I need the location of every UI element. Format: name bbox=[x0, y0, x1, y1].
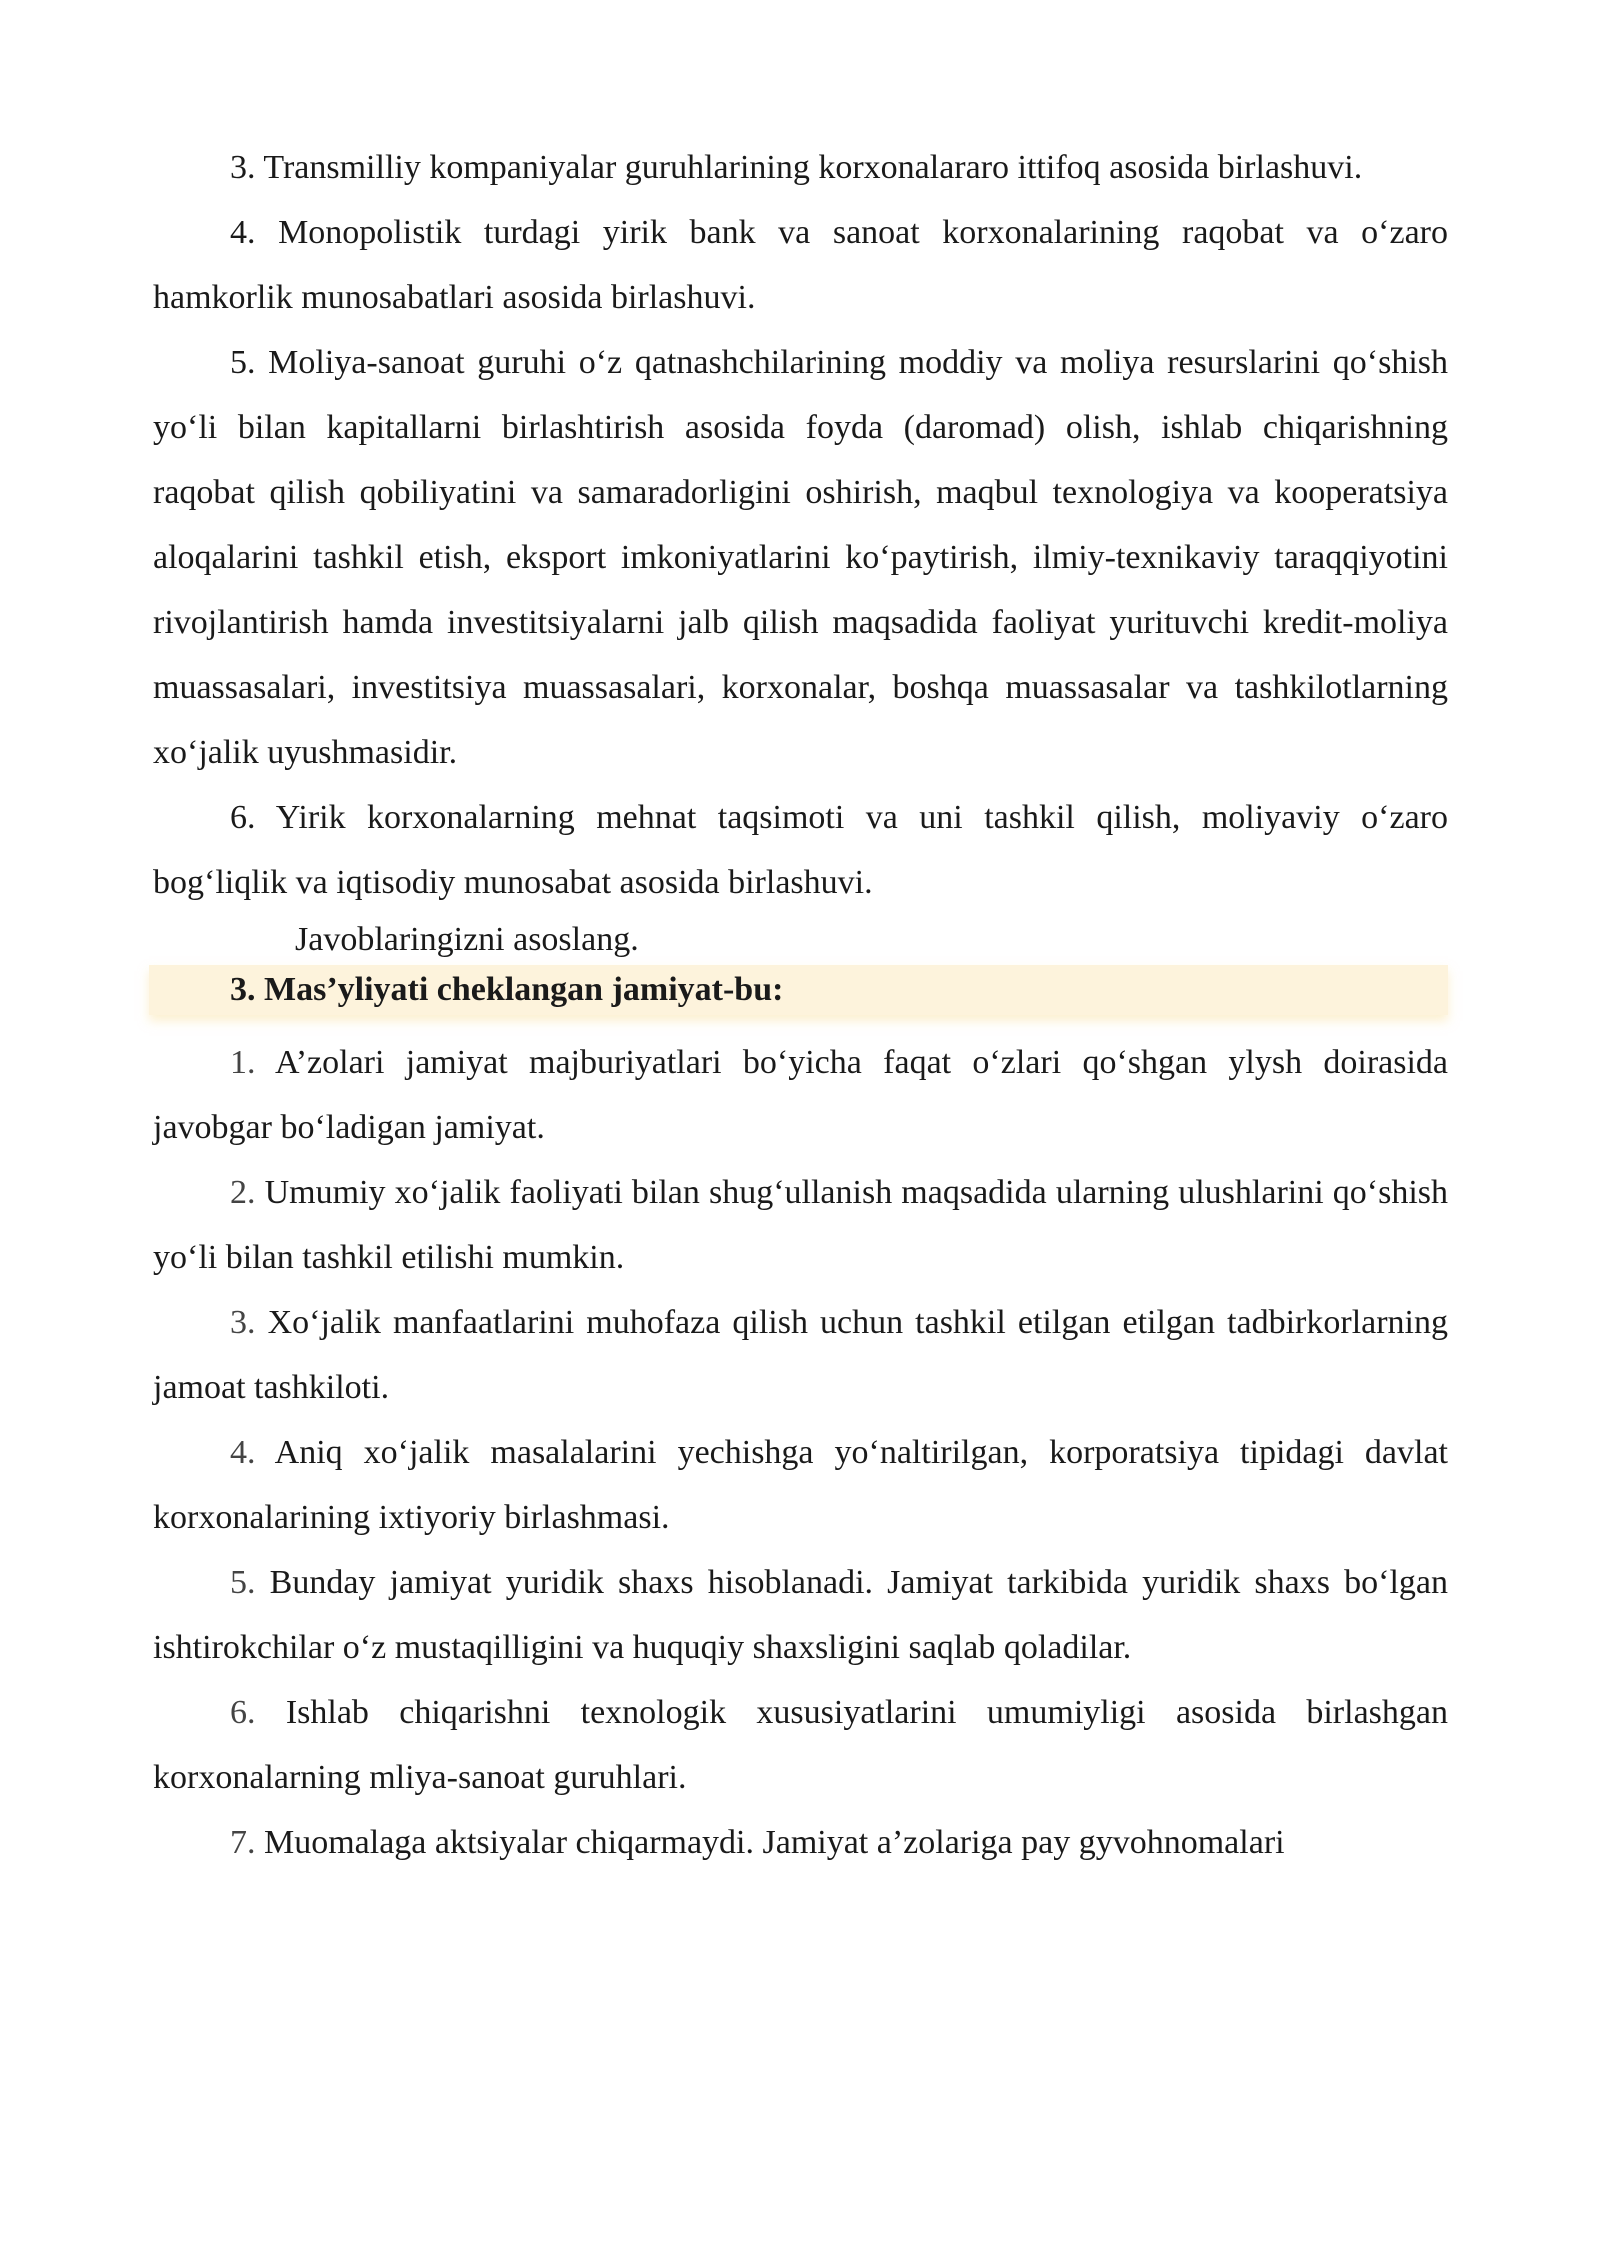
option-3 bbox=[153, 1290, 1448, 1420]
option-number: 3. bbox=[230, 1304, 256, 1341]
option-number: 4. bbox=[230, 1434, 256, 1471]
option-4 bbox=[153, 1420, 1448, 1550]
option-2 bbox=[153, 1160, 1448, 1290]
option-5 bbox=[153, 1550, 1448, 1680]
option-1 bbox=[153, 1030, 1448, 1160]
option-number: 7. bbox=[230, 1824, 256, 1861]
prev-option-5: 5. Moliya-sanoat guruhi o‘z qatnashchilarining moddiy va moliya resurslarini qo‘shish yo‘li bilan kapitallarni birlashtirish asosida foyda (daromad) olish, ishlab chiqarishning raqobat qilish qobiliyatini va samaradorligini oshirish, maqbul texnologiya va kooperatsiya aloqalarini tashkil etish, eksport imkoniyatlarini ko‘paytirish, ilmiy-texnikaviy taraqqiyotini rivojlantirish hamda investitsiyalarni jalb qilish maqsadida faoliyat yurituvchi kredit-moliya muassasalari, investitsiya muassasalari, korxonalar, boshqa muassasalar va tashkilotlarning xo‘jalik uyushmasidir. bbox=[153, 344, 1448, 771]
option-text: Muomalaga aktsiyalar chiqarmaydi. Jamiyat a’zolariga pay gyvohnomalari bbox=[264, 1824, 1285, 1861]
prev-option-3: 3. Transmilliy kompaniyalar guruhlarining korxonalararo ittifoq asosida birlashuvi. bbox=[230, 149, 1363, 186]
option-number: 1. bbox=[230, 1044, 256, 1081]
answer-instruction: Javoblaringizni asoslang. bbox=[295, 921, 639, 958]
option-6 bbox=[153, 1680, 1448, 1810]
option-text: Ishlab chiqarishni texnologik xususiyatlarini umumiyligi asosida birlashgan korxonalarning mliya-sanoat guruhlari. bbox=[153, 1694, 1448, 1796]
option-text: Aniq xo‘jalik masalalarini yechishga yo‘naltirilgan, korporatsiya tipidagi davlat korxonalarining ixtiyoriy birlashmasi. bbox=[153, 1434, 1449, 1536]
option-number: 2. bbox=[230, 1174, 256, 1211]
question-title: 3. Mas’yliyati cheklangan jamiyat-bu: bbox=[149, 965, 1448, 1015]
document-page bbox=[153, 135, 1448, 1875]
option-number: 6. bbox=[230, 1694, 256, 1731]
option-7 bbox=[153, 1810, 1448, 1875]
option-text: A’zolari jamiyat majburiyatlari bo‘yicha faqat o‘zlari qo‘shgan ylysh doirasida javobgar bo‘ladigan jamiyat. bbox=[153, 1044, 1449, 1146]
option-text: Bunday jamiyat yuridik shaxs hisoblanadi. Jamiyat tarkibida yuridik shaxs bo‘lgan ishtirokchilar o‘z mustaqilligini va huquqiy shaxsligini saqlab qoladilar. bbox=[153, 1564, 1448, 1666]
option-number: 5. bbox=[230, 1564, 256, 1601]
option-text: Xo‘jalik manfaatlarini muhofaza qilish uchun tashkil etilgan etilgan tadbirkorlarning jamoat tashkiloti. bbox=[153, 1304, 1449, 1406]
option-text: Umumiy xo‘jalik faoliyati bilan shug‘ullanish maqsadida ularning ulushlarini qo‘shish yo‘li bilan tashkil etilishi mumkin. bbox=[153, 1174, 1449, 1276]
prev-option-4: 4. Monopolistik turdagi yirik bank va sanoat korxonalarining raqobat va o‘zaro hamkorlik munosabatlari asosida birlashuvi. bbox=[153, 214, 1448, 316]
prev-option-6: 6. Yirik korxonalarning mehnat taqsimoti va uni tashkil qilish, moliyaviy o‘zaro bog‘liqlik va iqtisodiy munosabat asosida birlashuvi. bbox=[153, 799, 1448, 901]
